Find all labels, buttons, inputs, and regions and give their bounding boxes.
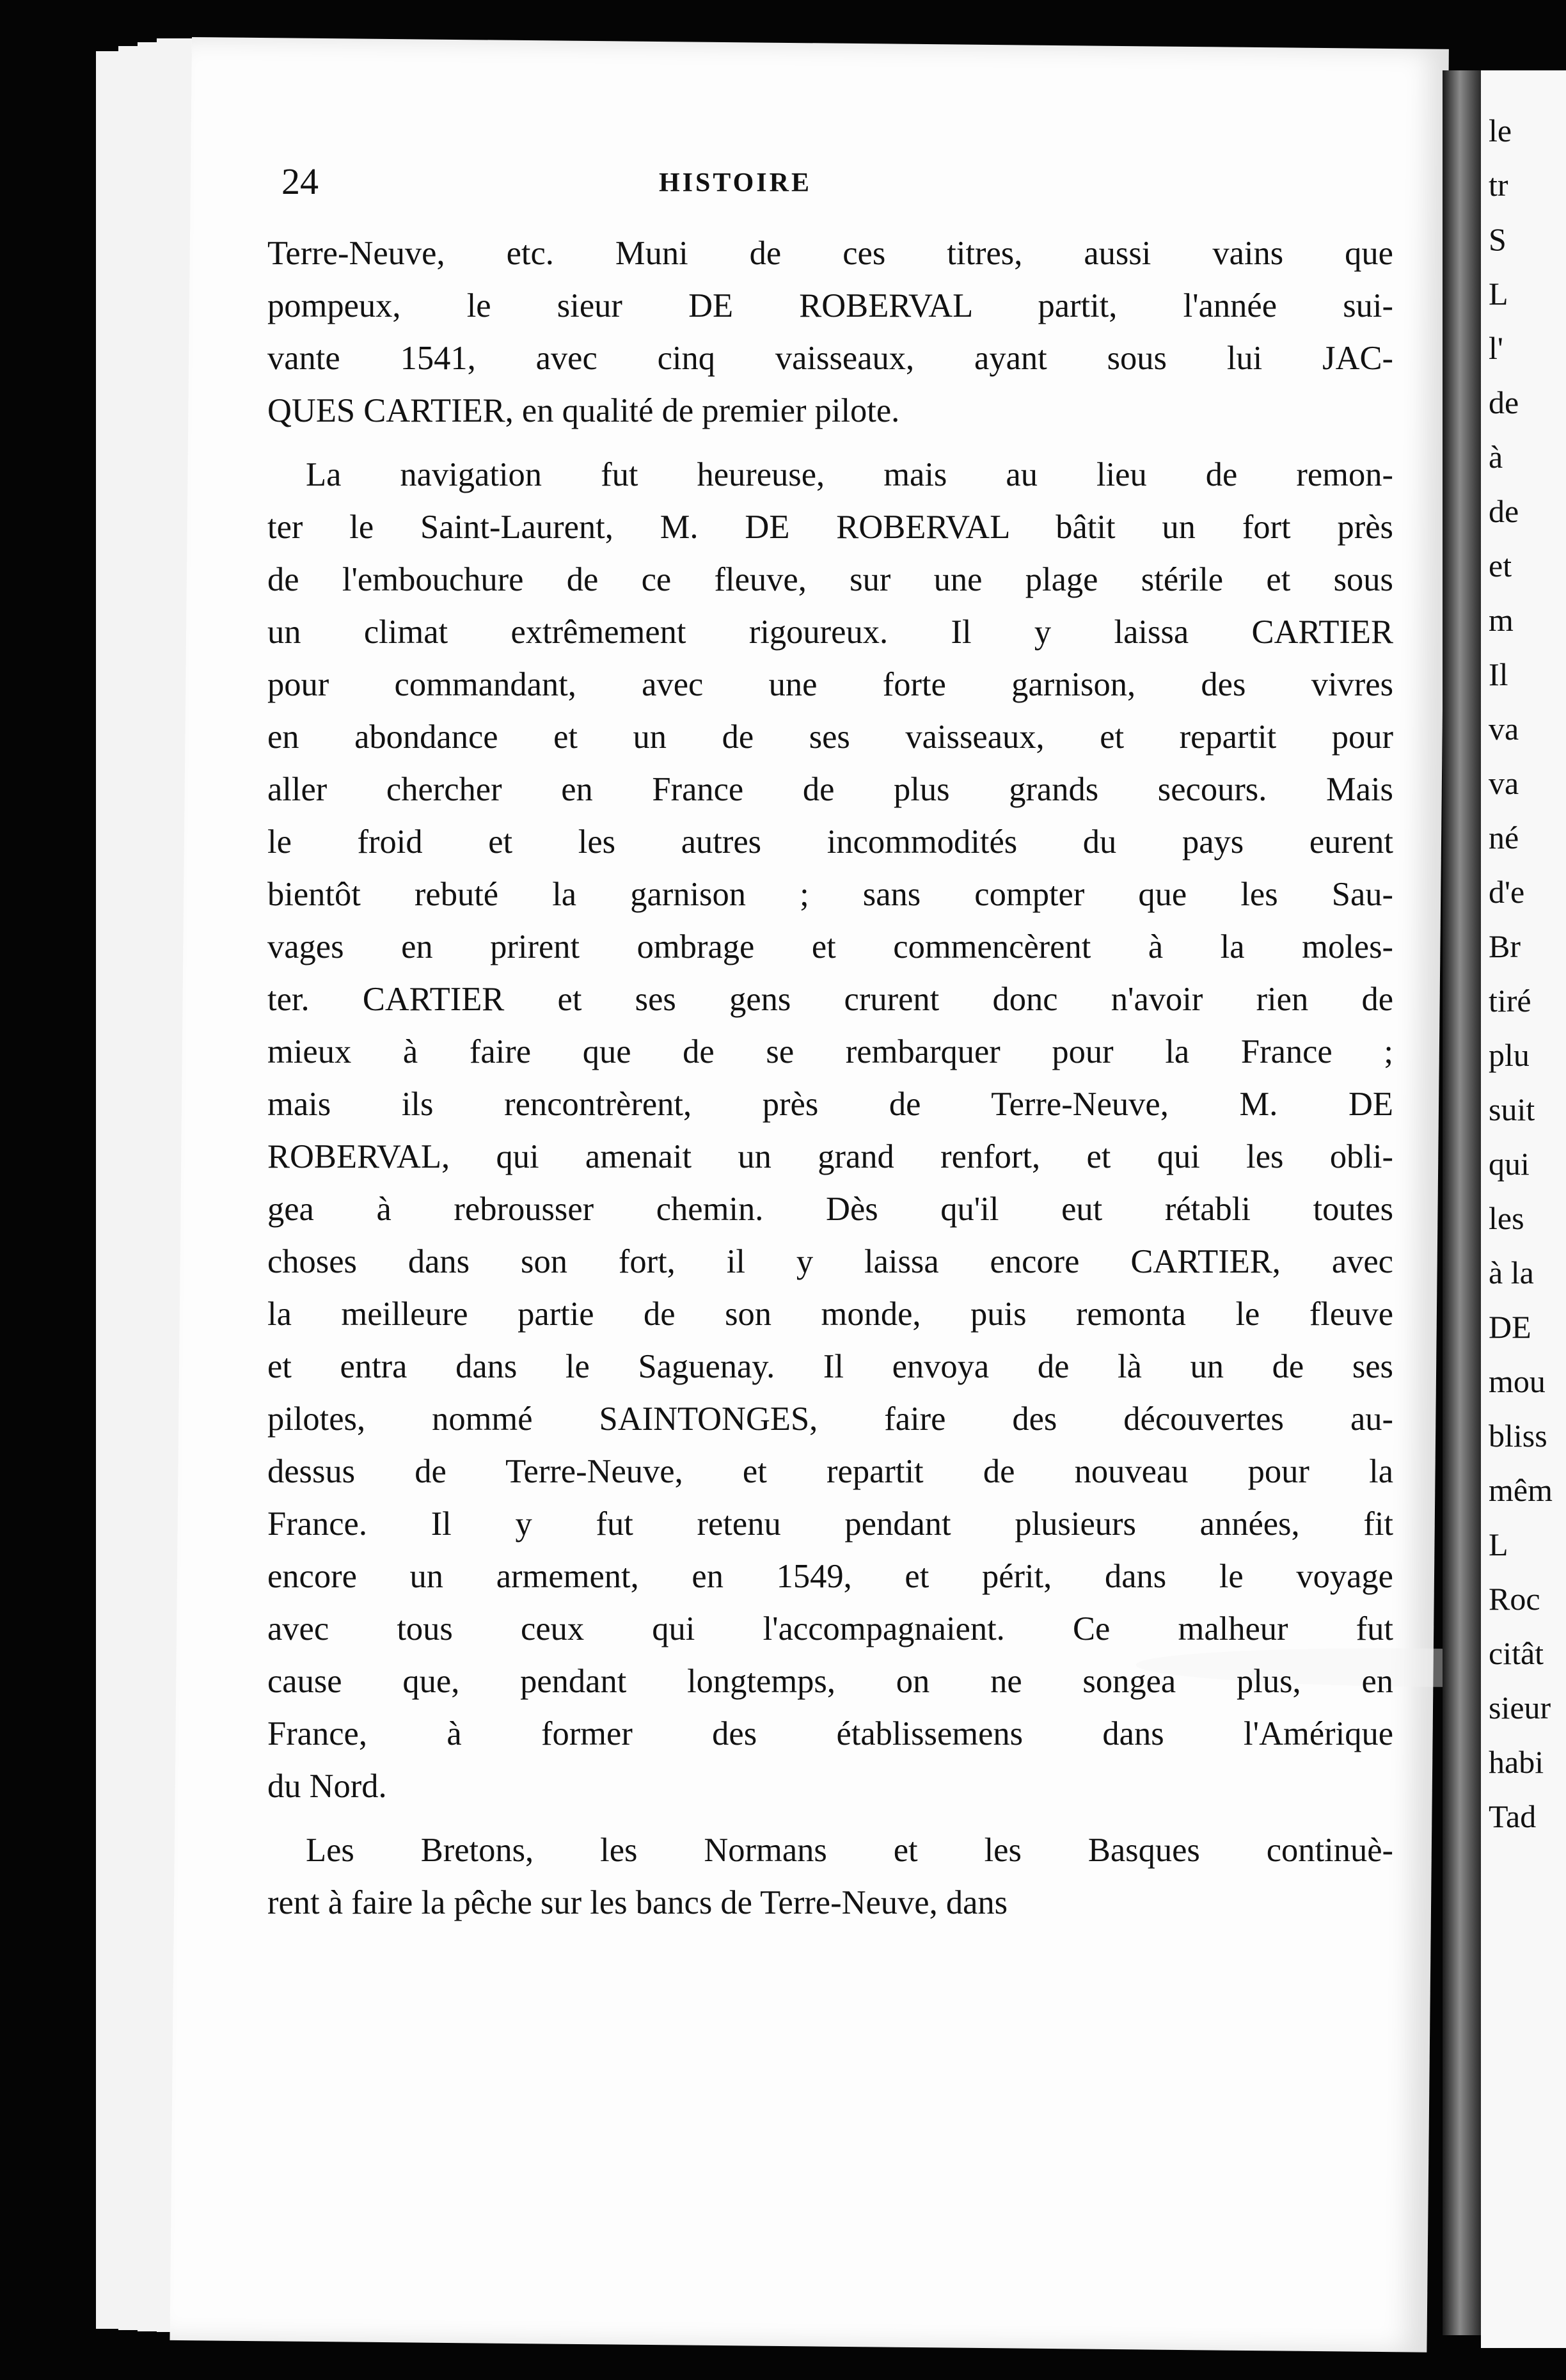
text-line: choses dans son fort, il y laissa encore CARTIER, avec — [267, 1243, 1393, 1280]
text-line: mais ils rencontrèrent, près de Terre-Neuve, M. DE — [267, 1086, 1393, 1123]
facing-page-fragment: de — [1489, 493, 1519, 529]
text-line: vages en prirent ombrage et commencèrent à la moles- — [267, 928, 1393, 965]
text-line: pompeux, le sieur DE ROBERVAL partit, l'année sui- — [267, 287, 1393, 324]
text-line: dessus de Terre-Neuve, et repartit de nouveau pour la — [267, 1453, 1393, 1490]
facing-page-fragment: l' — [1489, 330, 1503, 366]
facing-page-fragment: plu — [1489, 1037, 1530, 1073]
facing-page-fragment: Roc — [1489, 1581, 1540, 1617]
text-line: ter. CARTIER et ses gens crurent donc n'avoir rien de — [267, 981, 1393, 1018]
text-line: pour commandant, avec une forte garnison, des vivres — [267, 666, 1393, 703]
text-line: bientôt rebuté la garnison ; sans compter que les Sau- — [267, 876, 1393, 913]
facing-page-fragment: va — [1489, 765, 1519, 801]
facing-page-fragment: suit — [1489, 1091, 1535, 1127]
paragraph — [267, 448, 1393, 1813]
facing-page-fragment: va — [1489, 711, 1519, 747]
text-line: France, à former des établissemens dans l'Amérique — [267, 1715, 1393, 1752]
text-line: rent à faire la pêche sur les bancs de Terre-Neuve, dans — [267, 1884, 1008, 1921]
text-line: France. Il y fut retenu pendant plusieurs années, fit — [267, 1505, 1393, 1543]
facing-page-fragment: de — [1489, 385, 1519, 420]
text-line: La navigation fut heureuse, mais au lieu de remon- — [306, 456, 1393, 493]
body-text — [267, 227, 1393, 1929]
book-gutter — [1443, 70, 1481, 2335]
text-line: du Nord. — [267, 1768, 387, 1805]
text-line: pilotes, nommé SAINTONGES, faire des découvertes au- — [267, 1400, 1393, 1438]
facing-page-fragment: L — [1489, 1527, 1508, 1562]
text-line: QUES CARTIER, en qualité de premier pilote. — [267, 392, 900, 429]
text-line: gea à rebrousser chemin. Dès qu'il eut rétabli toutes — [267, 1191, 1393, 1228]
text-line: Les Bretons, les Normans et les Basques continuè- — [306, 1832, 1393, 1869]
facing-page-fragment: et — [1489, 548, 1512, 583]
facing-page-fragment: DE — [1489, 1309, 1531, 1345]
facing-page-fragment: à la — [1489, 1255, 1534, 1290]
text-line: en abondance et un de ses vaisseaux, et repartit pour — [267, 718, 1393, 756]
text-line: vante 1541, avec cinq vaisseaux, ayant sous lui JAC- — [267, 340, 1393, 377]
text-line: encore un armement, en 1549, et périt, dans le voyage — [267, 1558, 1393, 1595]
text-line: mieux à faire que de se rembarquer pour la France ; — [267, 1033, 1393, 1070]
facing-page — [1481, 70, 1566, 2348]
text-line: le froid et les autres incommodités du pays eurent — [267, 823, 1393, 861]
facing-page-fragment: Br — [1489, 928, 1521, 964]
running-title: HISTOIRE — [659, 168, 812, 198]
facing-page-fragment: d'e — [1489, 874, 1525, 910]
facing-page-fragment: Tad — [1489, 1798, 1537, 1834]
text-line: cause que, pendant longtemps, on ne songea plus, en — [267, 1663, 1393, 1700]
facing-page-fragment: Il — [1489, 656, 1508, 692]
facing-page-fragment: les — [1489, 1200, 1524, 1236]
text-line: Terre-Neuve, etc. Muni de ces titres, aussi vains que — [267, 235, 1393, 272]
facing-page-fragment: à — [1489, 439, 1503, 475]
text-line: un climat extrêmement rigoureux. Il y laissa CARTIER — [267, 614, 1393, 651]
facing-page-fragment: tr — [1489, 167, 1508, 203]
text-line: la meilleure partie de son monde, puis remonta le fleuve — [267, 1296, 1393, 1333]
paragraph — [267, 1824, 1393, 1929]
facing-page-fragment: tiré — [1489, 983, 1531, 1019]
facing-page-fragment: né — [1489, 820, 1519, 855]
text-line: et entra dans le Saguenay. Il envoya de là un de ses — [267, 1348, 1393, 1385]
text-line: ter le Saint-Laurent, M. DE ROBERVAL bâtit un fort près — [267, 509, 1393, 546]
facing-page-fragment: sieur — [1489, 1690, 1551, 1726]
facing-page-fragment: qui — [1489, 1146, 1530, 1182]
text-line: aller chercher en France de plus grands secours. Mais — [267, 771, 1393, 808]
paragraph — [267, 227, 1393, 437]
facing-page-fragment: citât — [1489, 1635, 1544, 1671]
facing-page-fragment: mou — [1489, 1363, 1546, 1399]
text-line: de l'embouchure de ce fleuve, sur une plage stérile et sous — [267, 561, 1393, 598]
facing-page-fragment: bliss — [1489, 1418, 1547, 1454]
facing-page-fragment: le — [1489, 113, 1512, 148]
facing-page-fragment: m — [1489, 602, 1514, 638]
page-number: 24 — [281, 161, 319, 202]
text-line: avec tous ceux qui l'accompagnaient. Ce malheur fut — [267, 1610, 1393, 1647]
facing-page-fragment: L — [1489, 276, 1508, 312]
facing-page-fragment: S — [1489, 221, 1507, 257]
text-line: ROBERVAL, qui amenait un grand renfort, et qui les obli- — [267, 1138, 1393, 1175]
facing-page-fragment: mêm — [1489, 1472, 1553, 1508]
facing-page-fragment: habi — [1489, 1744, 1544, 1780]
